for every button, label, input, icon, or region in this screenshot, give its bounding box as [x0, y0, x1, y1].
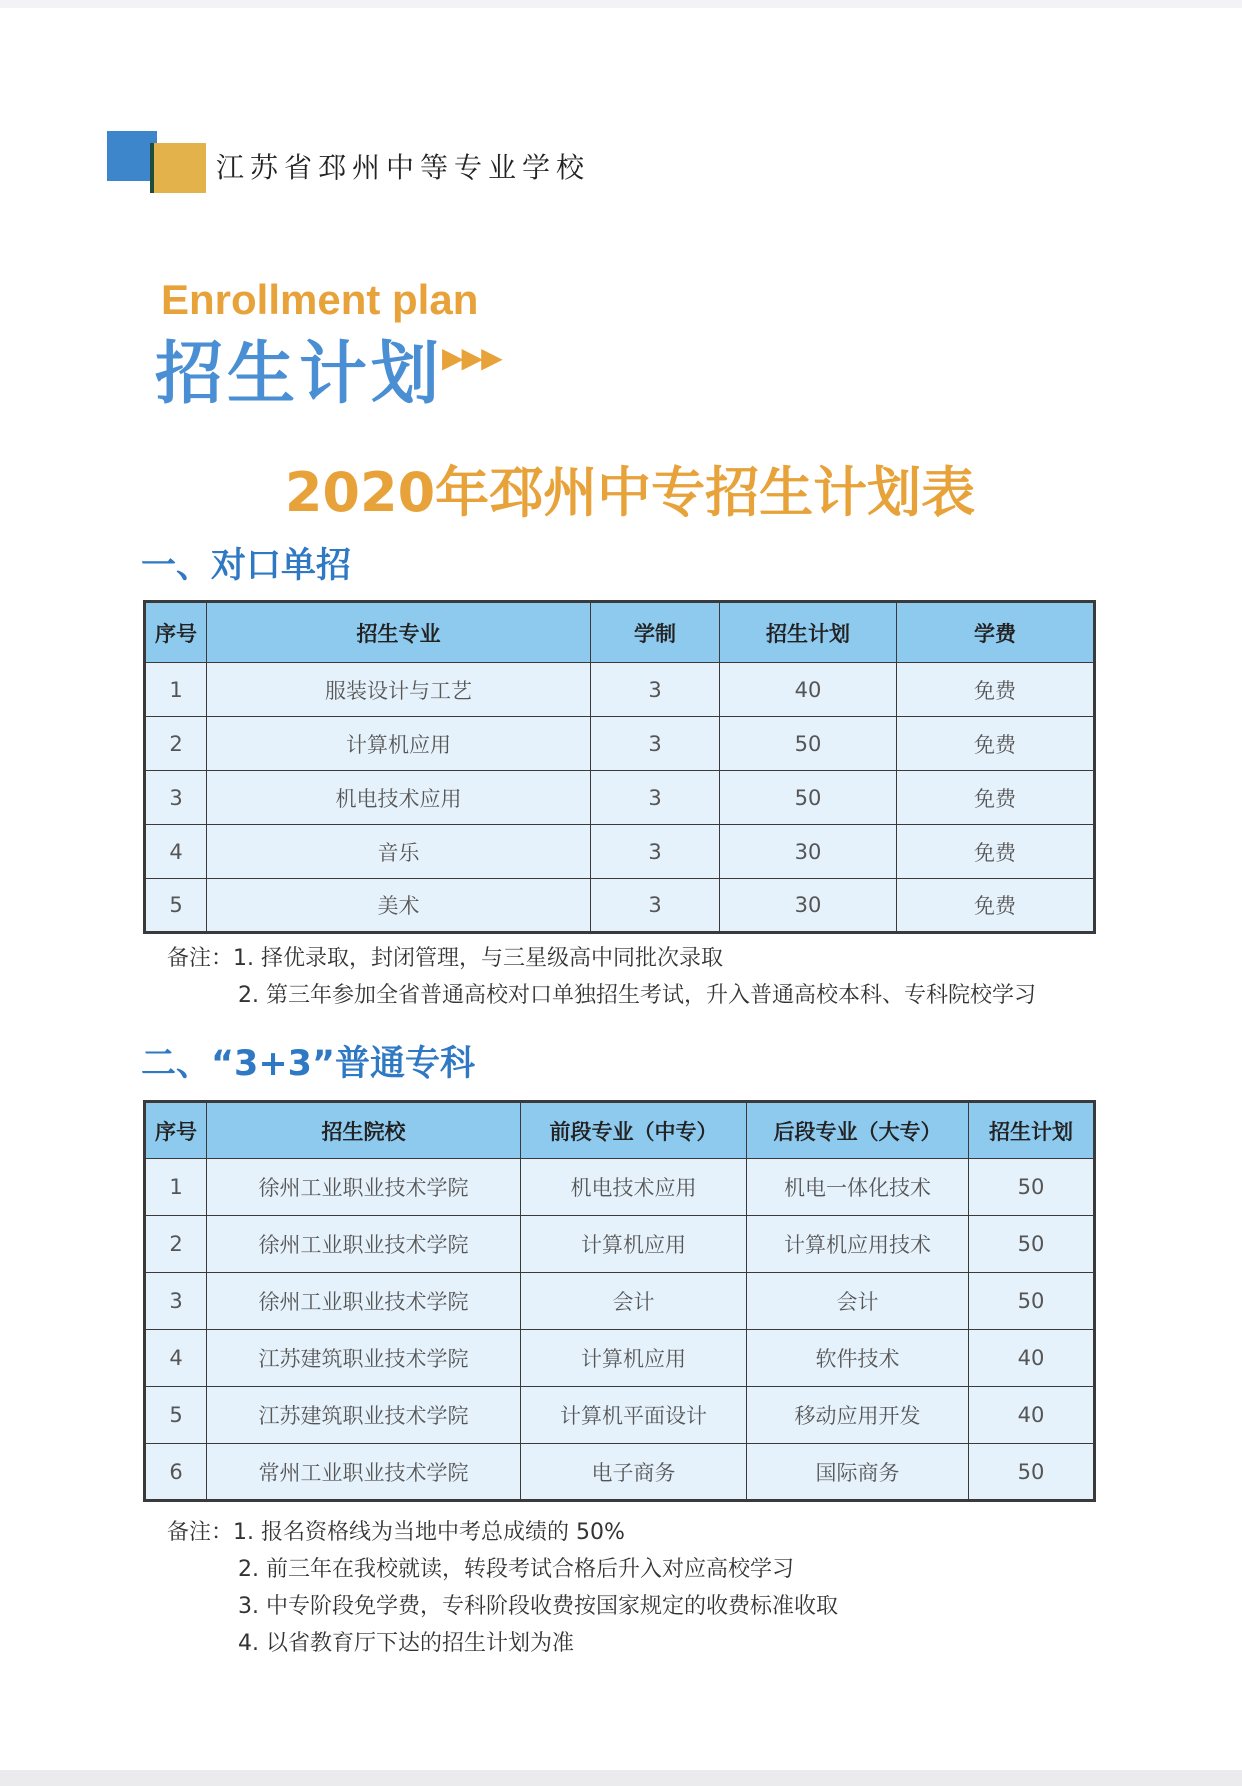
notes-label: 备注：	[167, 1520, 234, 1545]
section2-header-row	[145, 1102, 1095, 1159]
cell-index: 2	[145, 1216, 207, 1273]
col-major-header: 招生专业	[207, 602, 591, 663]
cell-quota: 50	[969, 1216, 1095, 1273]
cell-quota: 50	[969, 1273, 1095, 1330]
table-row	[145, 1216, 1095, 1273]
section2-heading: 二、“3+3”普通专科	[141, 1044, 476, 1084]
cell-index: 4	[145, 1330, 207, 1387]
cell-index: 2	[145, 717, 207, 771]
cell-back-major: 计算机应用技术	[747, 1216, 969, 1273]
col-quota-header: 招生计划	[720, 602, 897, 663]
cell-college: 江苏建筑职业技术学院	[207, 1330, 521, 1387]
cell-back-major: 机电一体化技术	[747, 1159, 969, 1216]
cell-quota: 40	[969, 1387, 1095, 1444]
cell-index: 6	[145, 1444, 207, 1501]
note-item: 4. 以省教育厅下达的招生计划为准	[238, 1631, 574, 1656]
cell-index: 5	[145, 879, 207, 933]
cell-tuition: 免费	[897, 825, 1095, 879]
note-item: 2. 第三年参加全省普通高校对口单独招生考试，升入普通高校本科、专科院校学习	[238, 983, 1036, 1008]
cell-college: 江苏建筑职业技术学院	[207, 1387, 521, 1444]
cell-index: 1	[145, 663, 207, 717]
cell-major: 美术	[207, 879, 591, 933]
cell-back-major: 软件技术	[747, 1330, 969, 1387]
cell-major: 服装设计与工艺	[207, 663, 591, 717]
cell-college: 徐州工业职业技术学院	[207, 1273, 521, 1330]
cell-college: 徐州工业职业技术学院	[207, 1216, 521, 1273]
school-name: 江苏省邳州中等专业学校	[216, 151, 591, 184]
viewer-bottom-bar	[0, 1770, 1242, 1786]
cell-quota: 50	[969, 1444, 1095, 1501]
cell-college: 徐州工业职业技术学院	[207, 1159, 521, 1216]
table-row	[145, 771, 1095, 825]
triple-arrow-icon: ▶▶▶	[442, 341, 501, 374]
cell-major: 计算机应用	[207, 717, 591, 771]
cell-back-major: 会计	[747, 1273, 969, 1330]
cell-tuition: 免费	[897, 717, 1095, 771]
cell-quota: 40	[969, 1330, 1095, 1387]
cell-front-major: 会计	[521, 1273, 747, 1330]
document-page	[0, 8, 1242, 1770]
enrollment-plan-english-title: Enrollment plan	[161, 276, 479, 323]
cell-front-major: 计算机应用	[521, 1330, 747, 1387]
cell-duration: 3	[591, 825, 720, 879]
cell-duration: 3	[591, 879, 720, 933]
table-row	[145, 825, 1095, 879]
col-duration-header: 学制	[591, 602, 720, 663]
col-college-header: 招生院校	[207, 1102, 521, 1159]
col-index-header: 序号	[145, 602, 207, 663]
cell-front-major: 机电技术应用	[521, 1159, 747, 1216]
cell-index: 3	[145, 1273, 207, 1330]
cell-quota: 50	[720, 717, 897, 771]
cell-quota: 40	[720, 663, 897, 717]
cell-back-major: 移动应用开发	[747, 1387, 969, 1444]
cell-index: 3	[145, 771, 207, 825]
cell-quota: 50	[720, 771, 897, 825]
table-row	[145, 879, 1095, 933]
cell-college: 常州工业职业技术学院	[207, 1444, 521, 1501]
cell-major: 音乐	[207, 825, 591, 879]
table-row	[145, 1330, 1095, 1387]
cell-index: 4	[145, 825, 207, 879]
section1-heading: 一、对口单招	[141, 546, 352, 586]
cell-major: 机电技术应用	[207, 771, 591, 825]
col-index-header: 序号	[145, 1102, 207, 1159]
cell-tuition: 免费	[897, 663, 1095, 717]
cell-quota: 30	[720, 879, 897, 933]
section1-notes	[167, 940, 1036, 1014]
col-quota-header: 招生计划	[969, 1102, 1095, 1159]
main-title: 2020年邳州中专招生计划表	[284, 461, 976, 524]
cell-front-major: 计算机应用	[521, 1216, 747, 1273]
enrollment-plan-chinese-title: 招生计划	[155, 334, 444, 414]
cell-index: 1	[145, 1159, 207, 1216]
table-row	[145, 663, 1095, 717]
section1-table	[143, 600, 1096, 934]
note-item: 3. 中专阶段免学费，专科阶段收费按国家规定的收费标准收取	[238, 1594, 838, 1619]
col-back-major-header: 后段专业（大专）	[747, 1102, 969, 1159]
table-row	[145, 1444, 1095, 1501]
cell-duration: 3	[591, 717, 720, 771]
cell-front-major: 计算机平面设计	[521, 1387, 747, 1444]
cell-duration: 3	[591, 663, 720, 717]
col-tuition-header: 学费	[897, 602, 1095, 663]
note-item: 2. 前三年在我校就读，转段考试合格后升入对应高校学习	[238, 1557, 794, 1582]
note-item: 1. 报名资格线为当地中考总成绩的 50%	[233, 1520, 625, 1545]
section2-notes	[167, 1514, 838, 1662]
cell-tuition: 免费	[897, 771, 1095, 825]
table-row	[145, 717, 1095, 771]
section2-table	[143, 1100, 1096, 1502]
col-front-major-header: 前段专业（中专）	[521, 1102, 747, 1159]
section1-header-row	[145, 602, 1095, 663]
cell-duration: 3	[591, 771, 720, 825]
table-row	[145, 1159, 1095, 1216]
cell-quota: 30	[720, 825, 897, 879]
note-item: 1. 择优录取，封闭管理，与三星级高中同批次录取	[233, 946, 724, 971]
cell-back-major: 国际商务	[747, 1444, 969, 1501]
table-row	[145, 1273, 1095, 1330]
cell-quota: 50	[969, 1159, 1095, 1216]
table-row	[145, 1387, 1095, 1444]
cell-index: 5	[145, 1387, 207, 1444]
cell-tuition: 免费	[897, 879, 1095, 933]
notes-label: 备注：	[167, 946, 234, 971]
logo-gold-block	[150, 143, 206, 193]
cell-front-major: 电子商务	[521, 1444, 747, 1501]
